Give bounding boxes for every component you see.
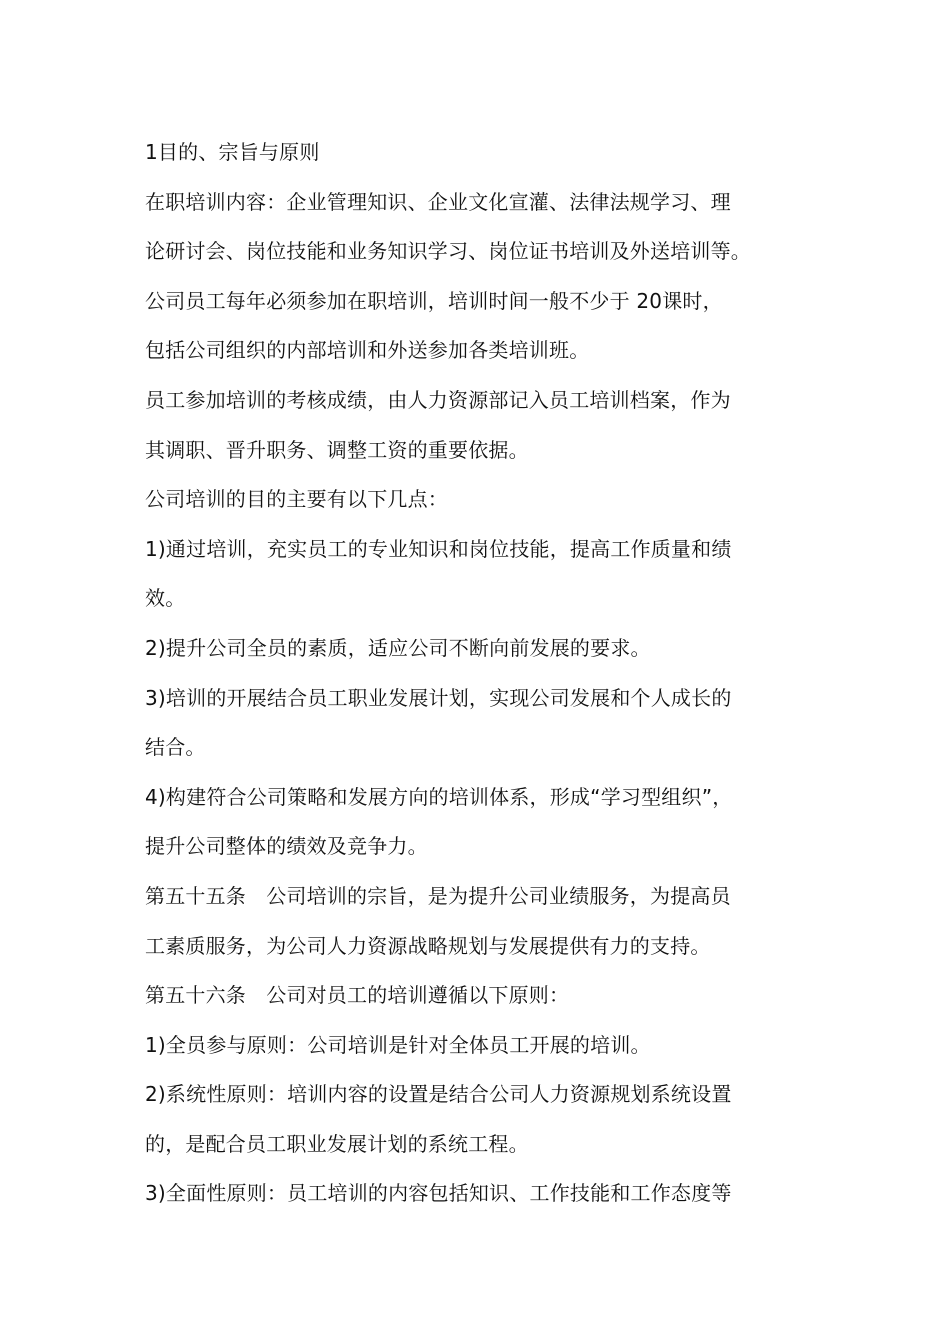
paragraph-line: 公司员工每年必须参加在职培训，培训时间一般不少于 20课时，	[145, 288, 723, 313]
list-item-line: 结合。	[145, 735, 206, 760]
list-item-line: 3)全面性原则：员工培训的内容包括知识、工作技能和工作态度等	[145, 1181, 732, 1206]
list-item-line: 2)系统性原则：培训内容的设置是结合公司人力资源规划系统设置	[145, 1082, 732, 1107]
list-item-line: 1)通过培训，充实员工的专业知识和岗位技能，提高工作质量和绩	[145, 536, 732, 561]
article-line: 工素质服务，为公司人力资源战略规划与发展提供有力的支持。	[145, 933, 711, 958]
list-item-line: 1)全员参与原则：公司培训是针对全体员工开展的培训。	[145, 1032, 651, 1057]
list-item-line: 3)培训的开展结合员工职业发展计划，实现公司发展和个人成长的	[145, 685, 732, 710]
paragraph-line: 员工参加培训的考核成绩，由人力资源部记入员工培训档案，作为	[145, 387, 731, 412]
paragraph-line: 公司培训的目的主要有以下几点：	[145, 487, 448, 512]
list-item-line: 效。	[145, 586, 186, 611]
document-body	[145, 128, 825, 1219]
list-item-line: 4)构建符合公司策略和发展方向的培训体系，形成“学习型组织”，	[145, 784, 733, 809]
paragraph-line: 包括公司组织的内部培训和外送参加各类培训班。	[145, 338, 590, 363]
section-heading: 1目的、宗旨与原则	[145, 140, 320, 164]
article-line: 第五十六条 公司对员工的培训遵循以下原则：	[145, 983, 570, 1008]
paragraph-line: 其调职、晋升职务、调整工资的重要依据。	[145, 437, 529, 462]
paragraph-line: 论研讨会、岗位技能和业务知识学习、岗位证书培训及外送培训等。	[145, 239, 751, 264]
article-line: 第五十五条 公司培训的宗旨，是为提升公司业绩服务，为提高员	[145, 883, 731, 908]
list-item-line: 2)提升公司全员的素质，适应公司不断向前发展的要求。	[145, 635, 651, 660]
paragraph-line: 在职培训内容：企业管理知识、企业文化宣灌、法律法规学习、理	[145, 189, 731, 214]
list-item-line: 提升公司整体的绩效及竞争力。	[145, 834, 428, 859]
list-item-line: 的，是配合员工职业发展计划的系统工程。	[145, 1131, 529, 1156]
